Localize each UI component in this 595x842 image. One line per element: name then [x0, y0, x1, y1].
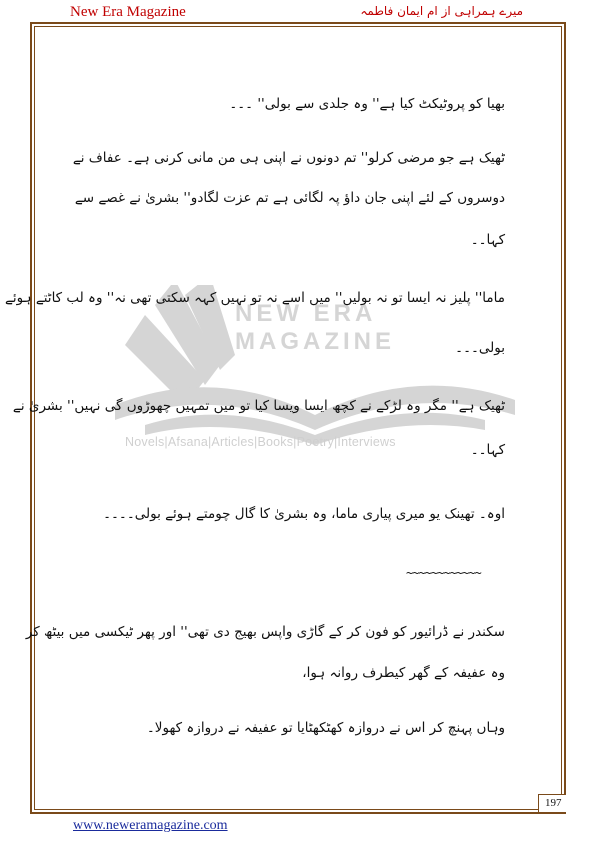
watermark-brand: NEW ERA MAGAZINE [235, 300, 395, 355]
text-line: ٹھیک ہے'' مگر وہ لڑکے نے کچھ ایسا ویسا کیا تو میں تمہیں چھوڑوں گی نہیں'' بشریٰ نے [12, 398, 505, 414]
text-line: کہا۔۔ [470, 232, 505, 248]
text-line: وہاں پہنچ کر اس نے دروازہ کھٹکھٹایا تو عفیفہ نے دروازہ کھولا۔ [146, 720, 505, 736]
text-line: اوہ۔ تھینک یو میری پیاری ماما، وہ بشریٰ کا گال چومتے ہوئے بولی۔۔۔۔ [103, 506, 505, 522]
website-link[interactable]: www.neweramagazine.com [73, 818, 228, 833]
page-number: 197 [545, 797, 562, 809]
text-line: ماما'' پلیز نہ ایسا تو نہ بولیں'' میں اسے نہ تو نہیں کہہ سکتی تھی نہ'' وہ لب کاٹتے ہوئے [4, 290, 505, 306]
text-line: ٹھیک ہے جو مرضی کرلو'' تم دونوں نے اپنی ہی من مانی کرنی ہے۔ عفاف نے [72, 150, 505, 166]
page-border-inner [34, 26, 562, 810]
text-line: وہ عفیفہ کے گھر کیطرف روانہ ہوا، [302, 665, 505, 681]
magazine-name: New Era Magazine [70, 4, 186, 20]
text-line: کہا۔۔ [470, 442, 505, 458]
text-line: دوسروں کے لئے اپنی جان داؤ پہ لگائی ہے تم عزت لگادو'' بشریٰ نے غصے سے [74, 190, 505, 206]
novel-title: میرے ہمراہی از ام ایمان فاطمہ [360, 4, 523, 18]
text-line: بھیا کو پروٹیکٹ کیا ہے'' وہ جلدی سے بولی'' ۔۔۔ [229, 96, 505, 112]
watermark-tagline: Novels|Afsana|Articles|Books|Poetry|Interviews [125, 435, 396, 449]
text-line: بولی۔۔۔ [455, 340, 505, 356]
section-separator: ~~~~~~~~~~~~ [406, 566, 481, 580]
text-line: سکندر نے ڈرائیور کو فون کر کے گاڑی واپس بھیج دی تھی'' اور پھر ٹیکسی میں بیٹھ کر [25, 624, 505, 640]
